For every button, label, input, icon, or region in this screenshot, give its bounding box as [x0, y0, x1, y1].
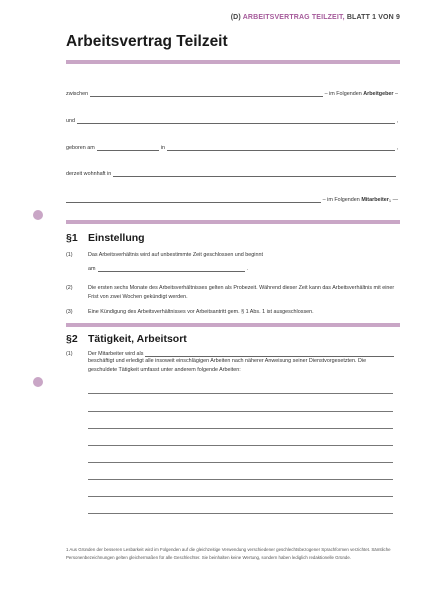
employer-suffix: –	[395, 91, 398, 97]
comma-1: ,	[396, 118, 398, 124]
s1-am-label: am	[88, 266, 96, 272]
footnote-ref: 1	[388, 198, 392, 203]
header-page: BLATT 1 VON 9	[346, 14, 400, 21]
footnote: 1 Aus Gründen der besseren Lesbarkeit wird im Folgenden auf die gleichzeitige Verwendung verschiedener geschlechtsbezogener Sprachformen verzichtet. Sämtliche Personenbezeichnungen gelten gleichermaßen für alle Geschlechter. Sie beinhalten keine Wertung, sondern haben lediglich redaktionelle Gründe.	[66, 547, 391, 560]
s1-para-3-text: Eine Kündigung des Arbeitsverhältnisses vor Arbeitsantritt gem. § 1 Abs. 1 ist ausgeschlossen.	[88, 309, 314, 315]
s1-start-date-row	[88, 265, 248, 272]
section-1-number: §1	[66, 232, 78, 244]
page-header	[231, 14, 400, 21]
duties-line-1[interactable]	[88, 393, 393, 394]
section-1-title: Einstellung	[88, 232, 145, 244]
s1-para-1-text: Das Arbeitsverhältnis wird auf unbestimmte Zeit geschlossen und beginnt	[88, 252, 263, 258]
s2-para-1-num: (1)	[66, 351, 73, 357]
party-birth-row	[66, 144, 398, 151]
s1-para-3	[66, 308, 398, 317]
section-1-heading	[66, 232, 145, 244]
birthdate-field[interactable]	[97, 144, 159, 151]
employee-prefix: – im Folgenden	[322, 197, 360, 203]
party-employer-row	[66, 90, 398, 97]
comma-2: ,	[396, 145, 398, 151]
header-title: ARBEITSVERTRAG TEILZEIT,	[242, 14, 345, 21]
header-prefix: (D)	[230, 14, 241, 21]
s1-para-2	[66, 284, 398, 303]
party-und-row	[66, 117, 398, 124]
party-address-row	[66, 170, 398, 177]
section-2-number: §2	[66, 333, 78, 345]
label-wohnhaft: derzeit wohnhaft in	[66, 171, 112, 177]
section-2-heading	[66, 333, 187, 345]
duties-line-4[interactable]	[88, 445, 393, 446]
s1-para-3-num: (3)	[66, 309, 73, 315]
punch-hole-lower	[33, 377, 43, 387]
employee-suffix: —	[392, 197, 398, 203]
s1-para-2-text: Die ersten sechs Monate des Arbeitsverhältnisses gelten als Probezeit. Während dieser Zeit kann das Arbeitsverhältnis mit einer Frist von zwei Wochen gekündigt werden.	[88, 285, 395, 301]
s1-para-2-num: (2)	[66, 285, 73, 291]
birthplace-field[interactable]	[167, 144, 395, 151]
duties-line-5[interactable]	[88, 462, 393, 463]
duties-line-8[interactable]	[88, 513, 393, 514]
duties-line-6[interactable]	[88, 479, 393, 480]
duties-line-3[interactable]	[88, 428, 393, 429]
document-title: Arbeitsvertrag Teilzeit	[66, 33, 228, 50]
address-field-1[interactable]	[113, 170, 396, 177]
label-zwischen: zwischen	[66, 91, 89, 97]
duties-line-2[interactable]	[88, 411, 393, 412]
job-title-field[interactable]	[145, 350, 394, 357]
s1-am-end: .	[246, 266, 248, 272]
employee-bold: Mitarbeiter	[361, 197, 389, 203]
s2-para-1-lead: Der Mitarbeiter wird als	[88, 351, 144, 357]
s2-para-1	[88, 357, 394, 376]
address-field-2[interactable]	[66, 196, 321, 203]
section-2-title: Tätigkeit, Arbeitsort	[88, 333, 187, 345]
section-rule-1	[66, 220, 400, 224]
s2-para-1-lead-row	[66, 350, 396, 357]
employer-bold: Arbeitgeber	[363, 91, 394, 97]
employee-name-field[interactable]	[77, 117, 395, 124]
employer-field[interactable]	[90, 90, 322, 97]
party-employee-row	[66, 196, 398, 203]
label-geboren: geboren am	[66, 145, 95, 151]
section-rule-2	[66, 323, 400, 327]
label-in: in	[160, 145, 165, 151]
start-date-field[interactable]	[98, 265, 245, 272]
employer-prefix: – im Folgenden	[324, 91, 362, 97]
punch-hole-upper	[33, 210, 43, 220]
s1-para-1-num: (1)	[66, 252, 73, 258]
label-und: und	[66, 118, 75, 124]
s2-para-1-text: beschäftigt und erledigt alle insoweit einschlägigen Arbeiten nach näherer Anweisung seiner Dienstvorgesetzten. Die geschuldete Tätigkeit umfasst unter anderem folgende Arbeiten:	[88, 358, 367, 374]
title-rule	[66, 60, 400, 64]
duties-line-7[interactable]	[88, 496, 393, 497]
s1-para-1	[66, 251, 398, 260]
